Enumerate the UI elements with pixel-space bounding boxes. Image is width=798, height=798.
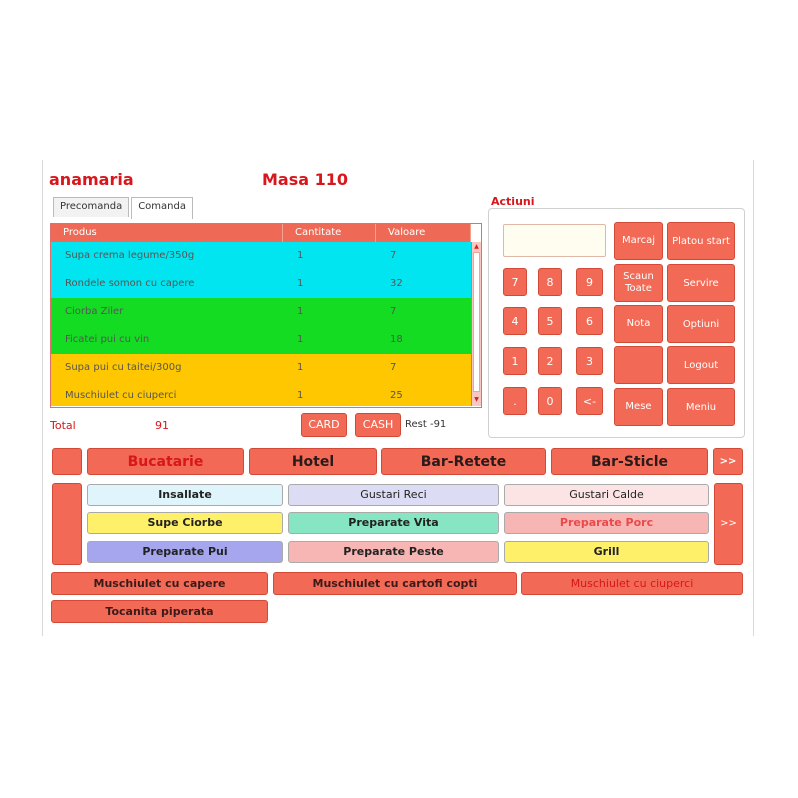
cell-produs: Rondele somon cu capere [65, 278, 195, 289]
key-label: 3 [586, 355, 593, 368]
key-dot[interactable] [503, 387, 527, 415]
cell-cantitate: 1 [297, 334, 304, 345]
frame-right-border [753, 160, 754, 636]
optiuni-button[interactable]: Optiuni [667, 305, 735, 343]
key-label: 2 [546, 355, 554, 368]
tab-comanda[interactable]: Comanda [131, 197, 193, 219]
nota-button[interactable]: Nota [614, 305, 663, 343]
subcategory-prev-button[interactable] [52, 483, 82, 565]
category-bar-sticle[interactable]: Bar-Sticle [551, 448, 708, 475]
cell-cantitate: 1 [297, 306, 304, 317]
cell-produs: Supa crema legume/350g [65, 250, 195, 261]
tab-precomanda[interactable]: Precomanda [53, 197, 129, 217]
subcategory-preparate-pui[interactable]: Preparate Pui [87, 541, 283, 563]
table-row[interactable] [51, 326, 471, 354]
cell-produs: Ciorba Ziler [65, 306, 124, 317]
key-label: 7 [511, 276, 519, 289]
keypad-display[interactable] [503, 224, 606, 257]
column-header-produs[interactable]: Produs [51, 224, 283, 242]
cell-cantitate: 1 [297, 362, 304, 373]
cell-valoare: 25 [390, 390, 403, 401]
key-4[interactable] [503, 307, 527, 335]
category-hotel[interactable]: Hotel [249, 448, 377, 475]
subcategory-supe-ciorbe[interactable]: Supe Ciorbe [87, 512, 283, 534]
subcategory-next-button[interactable]: >> [714, 483, 743, 565]
toate-label: Toate [625, 283, 652, 294]
key-label: 6 [586, 315, 593, 328]
user-name: anamaria [49, 170, 134, 189]
total-value: 91 [155, 419, 169, 432]
subcategory-grill[interactable]: Grill [504, 541, 709, 563]
order-grid [50, 223, 482, 408]
actions-title: Actiuni [491, 195, 535, 208]
mese-button[interactable]: Mese [614, 388, 663, 426]
servire-button[interactable]: Servire [667, 264, 735, 302]
product-muschiulet-cartofi[interactable]: Muschiulet cu cartofi copti [273, 572, 517, 595]
key-label: 9 [586, 276, 593, 289]
table-row[interactable] [51, 270, 471, 298]
cell-cantitate: 1 [297, 390, 304, 401]
key-3[interactable] [576, 347, 603, 375]
subcategory-gustari-calde[interactable]: Gustari Calde [504, 484, 709, 506]
cell-cantitate: 1 [297, 250, 304, 261]
product-tocanita-piperata[interactable]: Tocanita piperata [51, 600, 268, 623]
category-prev-button[interactable] [52, 448, 82, 475]
scrollbar-thumb[interactable] [473, 252, 480, 392]
key-label: 8 [546, 276, 554, 289]
blank-action-button[interactable] [614, 346, 663, 384]
order-tabs [53, 197, 195, 217]
key-9[interactable] [576, 268, 603, 296]
category-bucatarie[interactable]: Bucatarie [87, 448, 244, 475]
order-grid-scrollbar[interactable] [471, 242, 481, 406]
key-0[interactable] [538, 387, 562, 415]
rest-text: Rest -91 [405, 419, 447, 430]
key-label: 1 [511, 355, 519, 368]
table-row[interactable] [51, 298, 471, 326]
category-next-button[interactable]: >> [713, 448, 743, 475]
column-header-valoare[interactable]: Valoare [376, 224, 471, 242]
cell-produs: Supa pui cu taitei/300g [65, 362, 182, 373]
scroll-down-icon[interactable]: ▼ [474, 396, 479, 403]
subcategory-preparate-peste[interactable]: Preparate Peste [288, 541, 499, 563]
key-7[interactable] [503, 268, 527, 296]
table-row[interactable] [51, 382, 471, 406]
cell-valoare: 18 [390, 334, 403, 345]
column-header-cantitate[interactable]: Cantitate [283, 224, 376, 242]
total-label: Total [50, 419, 76, 432]
table-title: Masa 110 [262, 170, 349, 189]
key-6[interactable] [576, 307, 603, 335]
product-muschiulet-capere[interactable]: Muschiulet cu capere [51, 572, 268, 595]
key-label: 4 [511, 315, 519, 328]
frame-left-border [42, 160, 43, 636]
subcategory-preparate-porc[interactable]: Preparate Porc [504, 512, 709, 534]
subcategory-gustari-reci[interactable]: Gustari Reci [288, 484, 499, 506]
key-2[interactable] [538, 347, 562, 375]
card-button[interactable]: CARD [301, 413, 347, 437]
table-row[interactable] [51, 354, 471, 382]
scaun-toate-button[interactable] [614, 264, 663, 302]
marcaj-button[interactable]: Marcaj [614, 222, 663, 260]
cash-button[interactable]: CASH [355, 413, 401, 437]
key-1[interactable] [503, 347, 527, 375]
key-backspace[interactable] [576, 387, 603, 415]
key-5[interactable] [538, 307, 562, 335]
key-label: 5 [546, 315, 554, 328]
order-grid-header [51, 224, 471, 242]
scaun-label: Scaun [623, 271, 654, 282]
key-8[interactable] [538, 268, 562, 296]
table-row[interactable] [51, 242, 471, 270]
subcategory-insallate[interactable]: Insallate [87, 484, 283, 506]
meniu-button[interactable]: Meniu [667, 388, 735, 426]
key-label: 0 [546, 395, 554, 408]
platou-start-button[interactable]: Platou start [667, 222, 735, 260]
scroll-up-icon[interactable]: ▲ [474, 243, 479, 250]
subcategory-preparate-vita[interactable]: Preparate Vita [288, 512, 499, 534]
cell-valoare: 7 [390, 362, 397, 373]
key-label: . [513, 395, 517, 408]
cell-cantitate: 1 [297, 278, 304, 289]
cell-produs: Ficatei pui cu vin [65, 334, 150, 345]
logout-button[interactable]: Logout [667, 346, 735, 384]
cell-valoare: 7 [390, 306, 397, 317]
cell-produs: Muschiulet cu ciuperci [65, 390, 177, 401]
category-bar-retete[interactable]: Bar-Retete [381, 448, 546, 475]
product-muschiulet-ciuperci[interactable]: Muschiulet cu ciuperci [521, 572, 743, 595]
cell-valoare: 7 [390, 250, 397, 261]
key-label: <- [582, 395, 597, 408]
cell-valoare: 32 [390, 278, 403, 289]
